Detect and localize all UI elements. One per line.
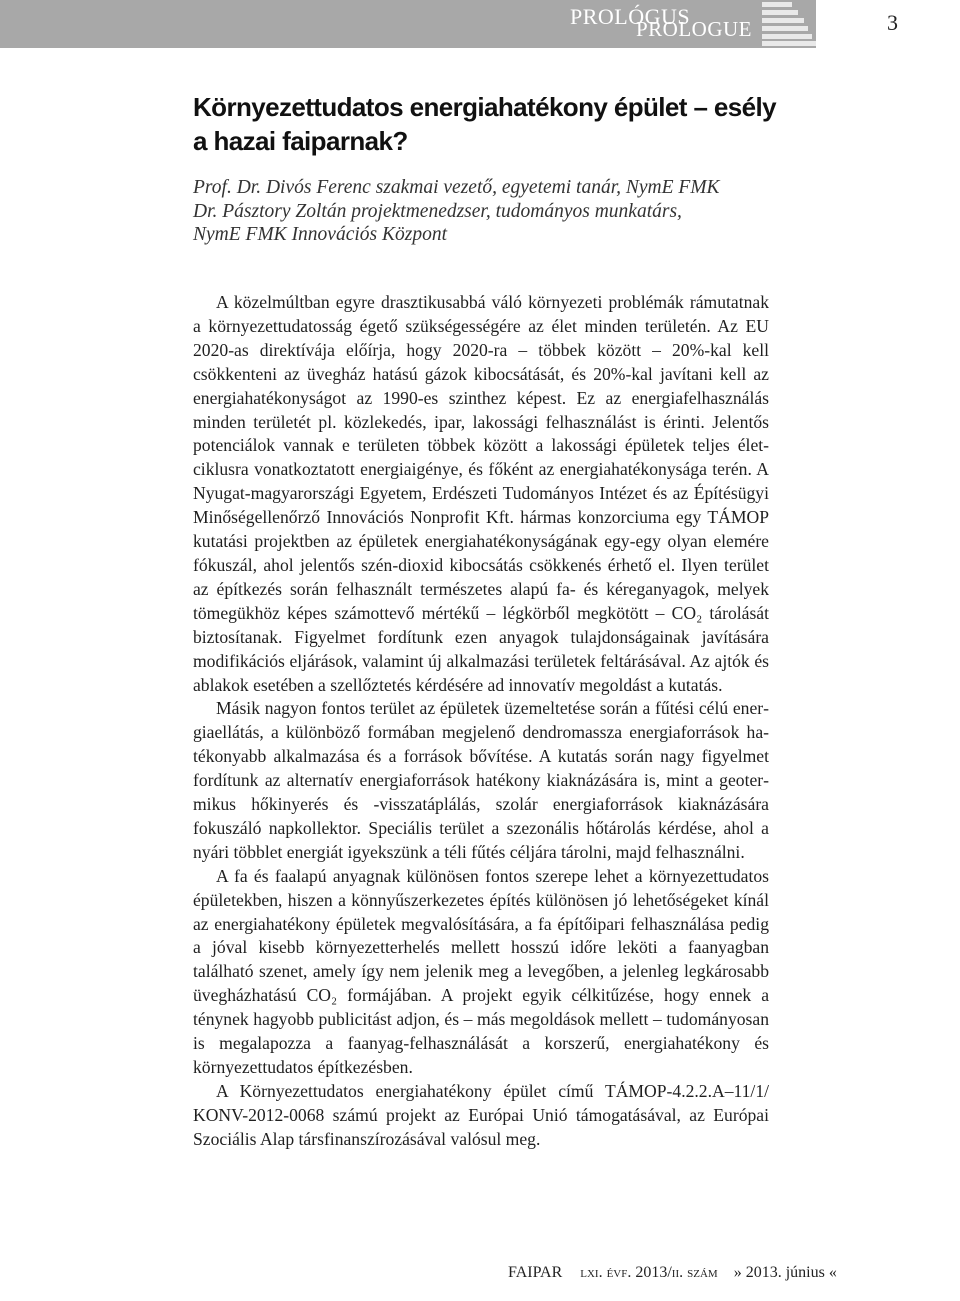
body-paragraph: A Környezettudatos energiahatékony épület című TÁMOP-4.2.2.A–11/1/ KONV-2012-0068 számú projekt az Európai Unió támogatásával, az Európai Szociális Alap társfinanszírozásával valósul meg.	[193, 1080, 769, 1149]
running-header-band	[0, 0, 816, 48]
page-number: 3	[887, 10, 898, 35]
body-paragraph: A fa és faalapú anyagnak különösen fontos szerepe lehet a környezettudatos épületekben, hiszen a könnyűszerkezetes építés különösen jó lehetőségeket kínál az energiahatékony épületek megvalósítására, a fa építőipari felhasználása pedig a jóval kisebb környezetterhelés mellett hosszú időre leköti a faanyagban található szenet, amely így nem jelenik meg a levegőben, a jelenleg legkárosabb üvegházhatású CO₂ formájában. A projekt egyik célkitűzése, hogy ennek a ténynek hagyobb publicitást adjon, és – más megoldások mellett – tudományosan is megalapozza a faanyag-felhasználását a korszerű, energiahatékony és környezettudatos építkezésben.	[193, 865, 769, 1077]
author-line: Dr. Pásztory Zoltán projektmenedzser, tudományos munkatárs,	[193, 200, 682, 222]
author-line: NymE FMK Innovációs Központ	[193, 224, 448, 245]
article-title: Környezettudatos energiahatékony épület – esély a hazai faiparnak?	[193, 92, 776, 156]
decorative-stripes	[762, 2, 816, 46]
issue-date: » 2013. június «	[733, 1264, 837, 1281]
page-footer	[508, 1264, 837, 1282]
article-body	[193, 291, 769, 1152]
body-paragraph: A közelmúltban egyre drasztikusabbá váló környezeti problémák rámutatnak a környezettudatosság égető szükségességére az élet minden területén. Az EU 2020-as direktívája előírja, hogy 2020-ra – többek között – 20%-kal kell csökkenteni az üvegház hatású gázok kibocsátását, és 20%-kal javítani kell az energiahatékonyságot az 1990-es szinthez képest. Ez az energiafelhasználás minden területét pl. közlekedés, ipar, lakossági felhasználást is érinti. Jelentős potenciálok vannak e területen többek között a lakossági épületek teljes életciklusra vonatkoztatott energiaigénye, és főként az energiahatékonysága terén. A Nyugat-magyarországi Egyetem, Erdészeti Tudományos Intézet és az Építésügyi Minőségellenőrző Innovációs Nonprofit Kft. hármas konzorciuma egy TÁMOP kutatási projektben az épületek energiahatékonyságának egy-egy olyan elemére fókuszál, ahol jelentős szén-dioxid kibocsátás csökkenés érhető el. Ilyen terület az építkezés során felhasznált természetes alapú fa- és kéreganyagok, melyek tömegükhöz képes számottevő mértékű – légkörből megkötött – CO₂ tárolását biztosítanak. Figyelmet fordítunk ezen anyagok tulajdonságainak javítására modifikációs eljárások, valamint új alkalmazási területek feltárásával. Az ajtók és ablakok esetében a szellőztetés kérdésére ad innovatív megoldást a kutatás.	[193, 292, 769, 695]
section-title-en: PROLOGUE	[636, 17, 753, 41]
journal-name: FAIPAR	[508, 1264, 563, 1281]
author-block	[193, 176, 773, 247]
body-paragraph: Másik nagyon fontos terület az épületek üzemeltetése során a fűtési célú energiaellátás, a különböző formában megjelenő dendromassza energiaforrások hatékonyabb alkalmazása és a források bővítése. A kutatás során nagy figyelmet fordítunk az alternatív energiaforrások hatékony kiaknázására is, mint a geotermikus hőkinyerés és -visszatáplálás, szolár energiaforrások kiaknázására fokuszáló napkollektor. Speciális terület a szezonális hőtárolás kérdése, ahol a nyári többlet energiát igyekszünk a téli fűtés céljára tárolni, majd felhasználni.	[193, 698, 769, 862]
volume-info: lxi. évf. 2013/ii. szám	[580, 1264, 718, 1281]
section-title-hu: PROLÓGUS	[570, 4, 691, 29]
author-line: Prof. Dr. Divós Ferenc szakmai vezető, egyetemi tanár, NymE FMK	[193, 177, 720, 198]
